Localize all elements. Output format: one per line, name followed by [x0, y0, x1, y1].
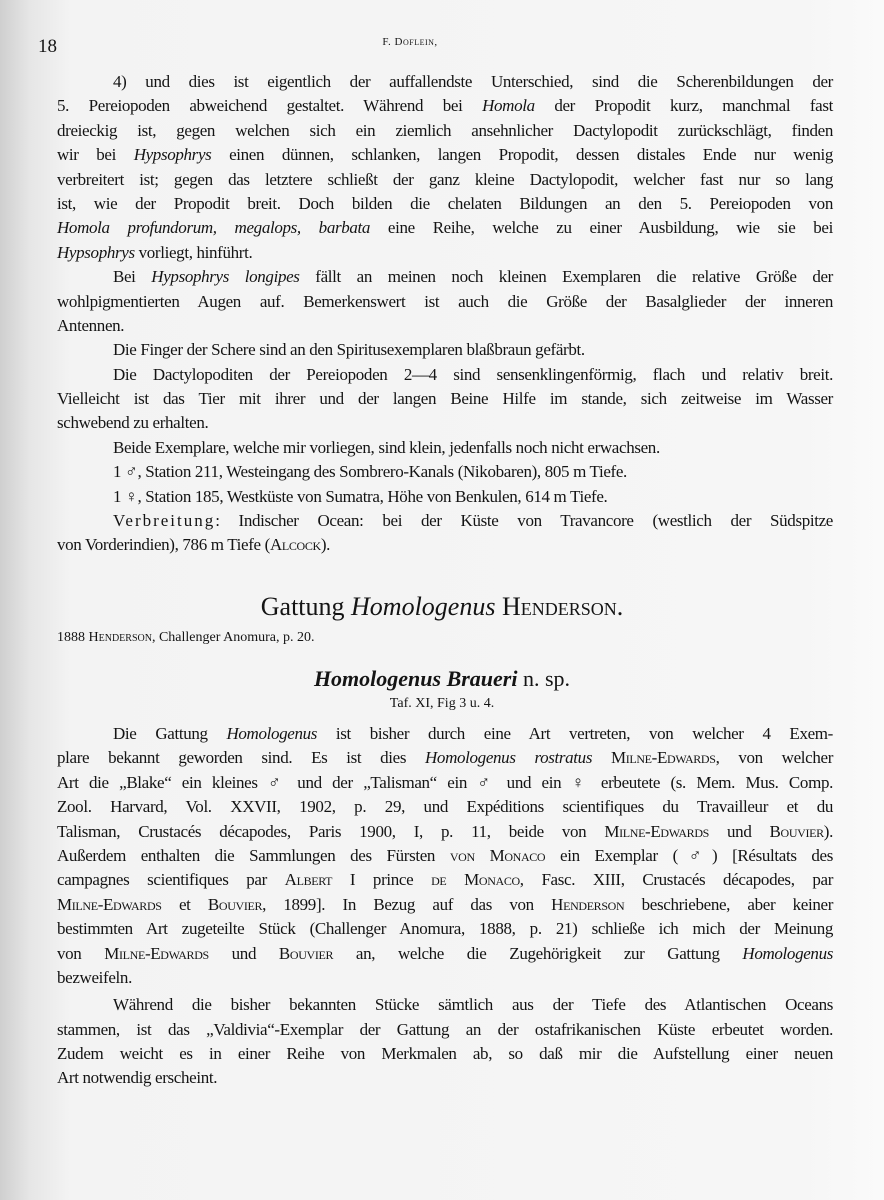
paragraph — [57, 70, 833, 265]
text-run: Zool. Harvard, Vol. XXVII, 1902, p. 29, und Expéditions scientifiques du Travailleur et du — [57, 797, 833, 817]
text-run: Vielleicht ist das Tier mit ihrer und der langen Beine Hilfe im stande, sich zeitweise im Wasser — [57, 389, 833, 409]
text-line — [57, 143, 833, 167]
italic-taxon: Hypsophrys longipes — [151, 267, 300, 287]
italic-taxon: Homologenus — [351, 592, 496, 621]
text-line — [57, 119, 833, 143]
text-run: wir bei — [57, 145, 134, 165]
text-run: 1 ♀, Station 185, Westküste von Sumatra, Höhe von Benkulen, 614 m Tiefe. — [113, 486, 608, 506]
small-caps-name: Henderson — [501, 592, 617, 621]
running-head: F. Doflein, — [382, 36, 438, 48]
text-run: stammen, ist das „Valdivia“-Exemplar der Gattung an der ostafrikanischen Küste erbeutet worden. — [57, 1019, 833, 1039]
italic-taxon: Hypsophrys — [57, 242, 135, 262]
text-run: verbreitert ist; gegen das letztere schließt der ganz kleine Dactylopodit, welcher fast nur so lang — [57, 169, 833, 189]
text-run: Antennen. — [57, 315, 125, 335]
text-run: von Vorderindien), 786 m Tiefe ( — [57, 535, 270, 555]
text-line — [57, 771, 833, 795]
text-run: von — [57, 943, 105, 963]
text-run: ist, wie der Propodit breit. Doch bilden die chelaten Bildungen an den 5. Pereiopoden von — [57, 193, 833, 213]
text-line — [57, 436, 833, 460]
text-run: und — [708, 821, 770, 841]
text-run: ). — [320, 535, 331, 555]
small-caps-name: Milne-Edwards — [104, 943, 209, 963]
text-line — [57, 942, 833, 966]
small-caps-name: Milne-Edwards — [604, 821, 709, 841]
text-line — [57, 241, 833, 265]
paragraph — [57, 993, 833, 1091]
text-run: an, welche die Zugehörigkeit zur Gattung — [333, 943, 743, 963]
small-caps-name: Milne-Edwards — [610, 748, 716, 768]
small-caps-name: Bouvier — [278, 943, 334, 963]
small-caps-name: Alcock — [269, 535, 321, 555]
text-line — [57, 1066, 833, 1090]
genus-citation — [57, 630, 314, 646]
text-run: Die Dactylopoditen der Pereiopoden 2—4 sind sensenklingenförmig, flach und relativ breit. — [113, 364, 833, 384]
text-run: vorliegt, hinführt. — [134, 242, 253, 262]
small-caps-name: Henderson — [551, 894, 625, 914]
italic-taxon: Hypsophrys — [133, 145, 212, 165]
text-run: dreieckig ist, gegen welchen sich ein ziemlich ansehnlicher Dactylopodit zurückschlägt, finden — [57, 120, 833, 140]
text-line — [57, 363, 833, 387]
text-line — [57, 722, 833, 746]
small-caps-name: de Monaco — [431, 870, 520, 890]
text-run: Bei — [113, 267, 152, 287]
text-run: ein Exemplar (♂) [Résultats des — [545, 845, 833, 865]
spaced-label: Verbreitung — [113, 511, 216, 531]
text-line — [57, 993, 833, 1017]
text-run: ). — [823, 821, 833, 841]
text-line — [57, 795, 833, 819]
text-run: ist bisher durch eine Art vertreten, von welcher 4 Exem- — [317, 724, 833, 743]
text-run: 5. Pereiopoden abweichend gestaltet. Während bei — [57, 96, 483, 116]
text-line — [57, 917, 833, 941]
paragraph — [57, 338, 833, 362]
text-run: schwebend zu erhalten. — [57, 413, 209, 433]
italic-taxon: Homola — [482, 96, 535, 116]
text-run: et — [161, 894, 208, 914]
text-run: Zudem weicht es in einer Reihe von Merkmalen ab, so daß mir die Aufstellung einer neuen — [57, 1044, 833, 1064]
paragraph — [57, 265, 833, 338]
text-run: Art die „Blake“ ein kleines ♂ und der „Talisman“ ein ♂ und ein ♀ erbeutete (s. Mem. Mus. Comp. — [57, 772, 833, 792]
small-caps-name: Milne-Edwards — [57, 894, 162, 914]
text-run: bestimmten Art zugeteilte Stück (Challenger Anomura, 1888, p. 21) schließe ich mich der Meinung — [57, 919, 833, 939]
text-run: Talisman, Crustacés décapodes, Paris 1900, I, p. 11, beide von — [57, 821, 605, 841]
text-run: einen dünnen, schlanken, langen Propodit, dessen distales Ende nur wenig — [211, 145, 833, 165]
text-run: Gattung — [260, 592, 352, 621]
text-run: wohlpigmentierten Augen auf. Bemerkenswert ist auch die Größe der Basalglieder der inneren — [57, 291, 833, 311]
species-heading — [0, 666, 884, 692]
text-run: Art notwendig erscheint. — [57, 1068, 218, 1088]
text-run: bezweifeln. — [57, 967, 132, 987]
text-line — [57, 192, 833, 216]
text-run: fällt an meinen noch kleinen Exemplaren die relative Größe der — [299, 267, 833, 287]
italic-taxon: Homola profundorum, megalops, barbata — [57, 218, 371, 238]
text-run: Während die bisher bekannten Stücke sämtlich aus der Tiefe des Atlantischen Oceans — [113, 995, 833, 1015]
text-run: Beide Exemplare, welche mir vorliegen, sind klein, jedenfalls noch nicht erwachsen. — [113, 437, 660, 457]
text-line — [57, 533, 833, 557]
italic-taxon: Homologenus rostratus — [425, 748, 593, 768]
text-run: , 1899]. In Bezug auf das von — [262, 894, 552, 914]
text-line — [57, 893, 833, 917]
italic-taxon: Homologenus — [742, 943, 833, 963]
text-run: . — [616, 592, 624, 621]
paragraph — [57, 460, 833, 484]
italic-taxon: Homologenus Braueri — [313, 666, 518, 691]
text-line — [57, 94, 833, 118]
text-run — [592, 748, 611, 767]
text-line — [57, 868, 833, 892]
text-line — [57, 168, 833, 192]
paragraph — [57, 485, 833, 509]
text-run: der Propodit kurz, manchmal fast — [534, 96, 833, 116]
paragraph — [57, 722, 833, 990]
text-line — [57, 70, 833, 94]
page-number: 18 — [38, 36, 57, 57]
text-line — [57, 1042, 833, 1066]
text-run: Die Gattung — [113, 724, 227, 743]
text-run: eine Reihe, welche zu einer Ausbildung, wie sie bei — [370, 218, 833, 238]
text-run: : Indischer Ocean: bei der Küste von Travancore (westlich der Südspitze — [215, 511, 833, 531]
small-caps-name: Bouvier — [207, 894, 263, 914]
text-line — [57, 216, 833, 240]
text-line — [57, 966, 833, 990]
text-run: 4) und dies ist eigentlich der auffallendste Unterschied, sind die Scherenbildungen der — [113, 72, 833, 91]
text-line — [57, 314, 833, 338]
text-run: und — [208, 943, 279, 963]
text-run: campagnes scientifiques par — [57, 870, 285, 890]
text-line — [57, 1018, 833, 1042]
text-line — [57, 509, 833, 533]
small-caps-name: Albert — [284, 870, 333, 890]
text-run: 1 ♂, Station 211, Westeingang des Sombrero-Kanals (Nikobaren), 805 m Tiefe. — [113, 462, 627, 482]
text-line — [57, 485, 833, 509]
text-line — [57, 820, 833, 844]
text-line — [57, 844, 833, 868]
text-line — [57, 265, 833, 289]
small-caps-name: Henderson — [88, 630, 152, 645]
text-run: , Fasc. XIII, Crustacés décapodes, par — [519, 870, 834, 890]
small-caps-name: Bouvier — [769, 821, 824, 841]
paragraph — [57, 363, 833, 436]
italic-taxon: Homologenus — [226, 724, 318, 743]
text-line — [57, 387, 833, 411]
text-run: , Challenger Anomura, p. 20. — [151, 630, 315, 645]
small-caps-name: von Monaco — [449, 845, 546, 865]
text-line — [57, 460, 833, 484]
text-run: I prince — [332, 870, 432, 890]
text-run: Die Finger der Schere sind an den Spiritusexemplaren blaßbraun gefärbt. — [113, 340, 585, 360]
text-run: , von welcher — [715, 748, 834, 768]
text-run: plare bekannt geworden sind. Es ist dies — [57, 748, 425, 768]
text-line — [57, 411, 833, 435]
text-run: 1888 — [57, 630, 89, 645]
text-run: n. sp. — [517, 666, 571, 691]
section-homologenus-text — [57, 722, 833, 1091]
paragraph — [57, 436, 833, 460]
genus-heading — [0, 592, 884, 622]
section-hypsophrys-text — [57, 70, 833, 558]
text-line — [57, 290, 833, 314]
text-line — [57, 338, 833, 362]
text-run: beschriebene, aber keiner — [624, 894, 834, 914]
paragraph — [57, 509, 833, 558]
plate-reference: Taf. XI, Fig 3 u. 4. — [389, 696, 495, 711]
text-line — [57, 746, 833, 770]
text-run: Außerdem enthalten die Sammlungen des Fürsten — [57, 845, 450, 865]
